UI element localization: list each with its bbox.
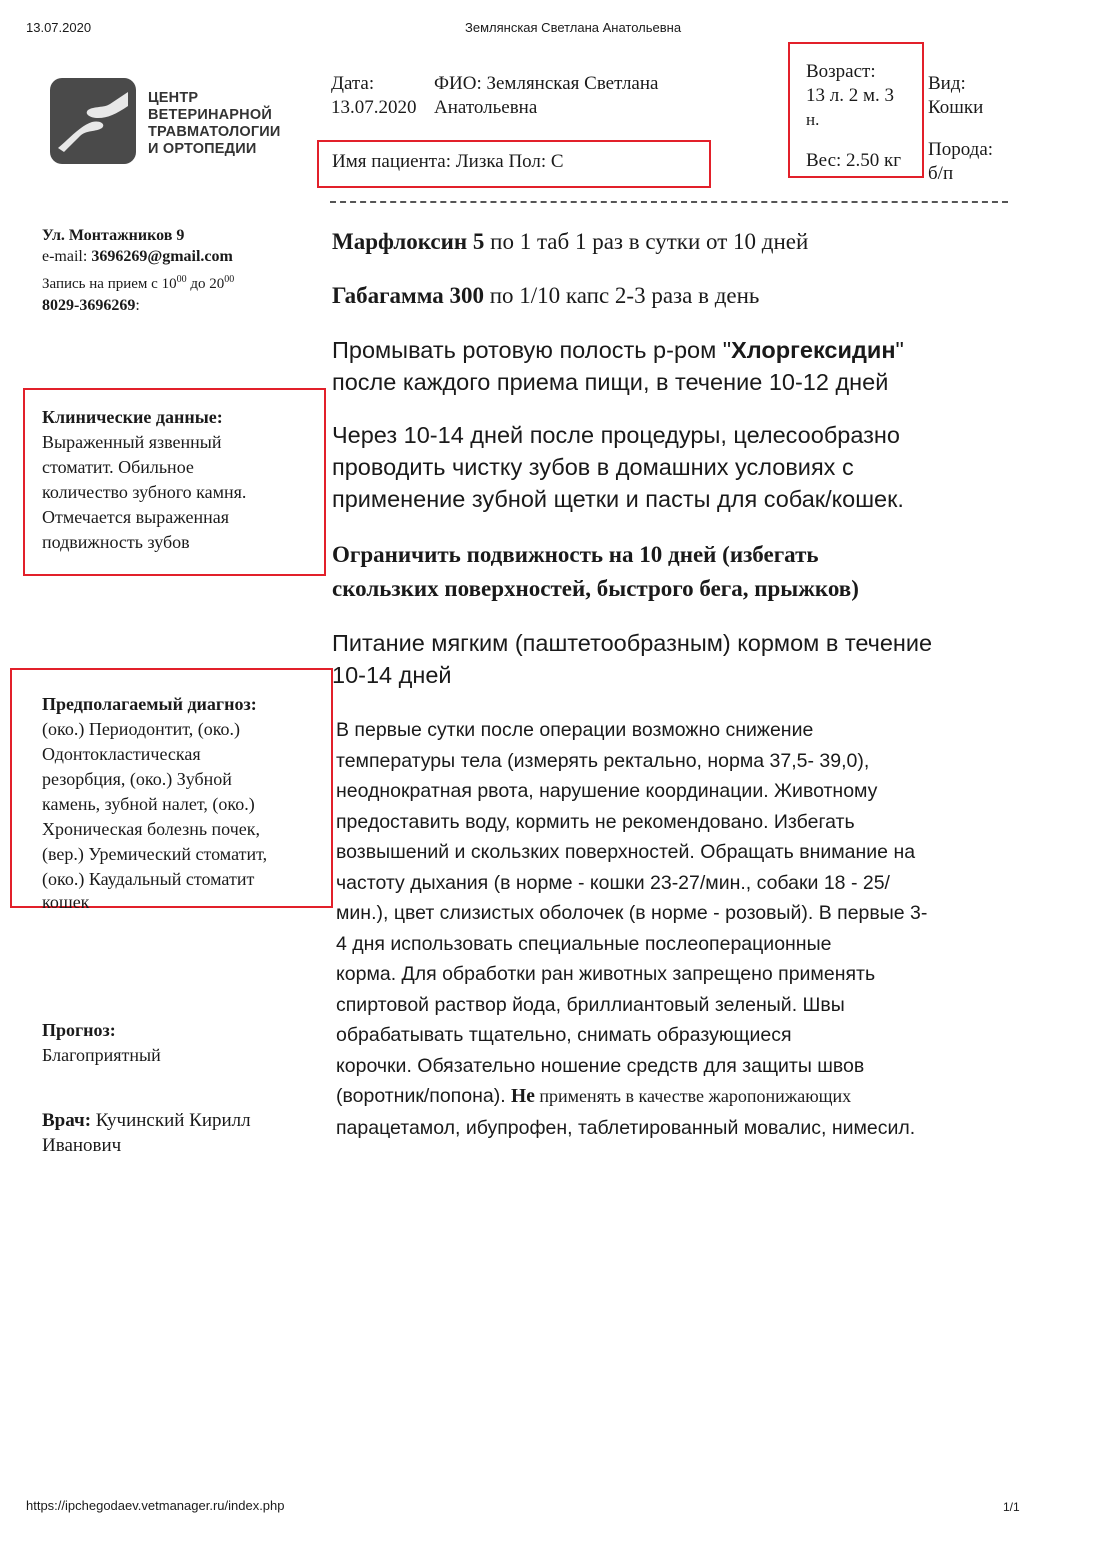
clinical-line: стоматит. Обильное — [42, 457, 194, 477]
hours-sup-1: 00 — [176, 274, 187, 285]
cleaning-line: проводить чистку зубов в домашних условиях с — [332, 454, 854, 480]
diagnosis-line: (око.) Каудальный стоматит — [42, 869, 255, 889]
postop-line: обрабатывать тщательно, снимать образующиеся — [336, 1024, 792, 1046]
clinical-line: количество зубного камня. — [42, 482, 247, 502]
date-label: Дата: — [331, 73, 375, 94]
rinse-drug: Хлоргексидин — [731, 337, 896, 363]
rx-cleaning — [332, 419, 904, 515]
postop-line: спиртовой раствор йода, бриллиантовый зеленый. Швы — [336, 993, 845, 1016]
diagnosis-line: Одонтокластическая — [42, 744, 201, 764]
logo-line: ЦЕНТР — [148, 90, 199, 106]
rinse-post: " — [895, 337, 904, 363]
hours-mid: до 20 — [186, 276, 225, 292]
date-value: 13.07.2020 — [331, 97, 417, 118]
cleaning-line: применение зубной щетки и пасты для собак/кошек. — [332, 486, 904, 512]
hours-prefix: Запись на прием с 10 — [42, 276, 177, 292]
postop-line: корочки. Обязательно ношение средств для защиты швов — [336, 1054, 865, 1077]
age-label: Возраст: — [806, 61, 876, 82]
postop-line: возвышений и скользких поверхностей. Обращать внимание на — [336, 841, 916, 863]
rx-marfloxin — [332, 226, 808, 257]
rx-limit-activity — [332, 538, 859, 606]
rx-feeding — [332, 627, 932, 691]
feeding-line: 10-14 дней — [332, 662, 452, 688]
footer-url: https://ipchegodaev.vetmanager.ru/index.php — [26, 1498, 285, 1513]
hours-sup-2: 00 — [224, 274, 235, 285]
postop-line: частоту дыхания (в норме - кошки 23-27/мин., собаки 18 - 25/ — [336, 871, 890, 894]
diagnosis-title: Предполагаемый диагноз: — [42, 694, 257, 714]
postop-l13-post: применять в качестве жаропонижающих — [534, 1086, 852, 1106]
rx-gabagamma — [332, 280, 759, 311]
rx-rinse-line-2: после каждого приема пищи, в течение 10-12 дней — [332, 369, 889, 395]
doctor-label: Врач: — [42, 1110, 92, 1131]
species-value: Кошки — [928, 97, 984, 118]
species-label: Вид: — [928, 73, 966, 94]
clinic-phone: 8029-3696269 — [42, 297, 136, 314]
rinse-pre: Промывать ротовую полость р-ром " — [332, 337, 732, 363]
postop-instructions — [336, 715, 927, 1143]
prognosis — [42, 1018, 161, 1068]
breed-label: Порода: — [928, 139, 994, 160]
clinical-title: Клинические данные: — [42, 407, 223, 427]
weight: Вес: 2.50 кг — [806, 150, 902, 171]
postop-line: В первые сутки после операции возможно снижение — [336, 719, 814, 741]
limit-line: Ограничить подвижность на 10 дней (избегать — [332, 542, 819, 567]
clinical-line: Отмечается выраженная — [42, 507, 229, 527]
rx-marfloxin-name: Марфлоксин 5 — [332, 229, 485, 254]
clinic-address: Ул. Монтажников 9 — [42, 227, 185, 244]
logo-line: ТРАВМАТОЛОГИИ — [148, 124, 281, 140]
postop-line: мин.), цвет слизистых оболочек (в норме - розовый). В первые 3- — [336, 902, 928, 924]
rx-rinse-line-1 — [332, 334, 904, 366]
postop-line: неоднократная рвота, нарушение координации. Животному — [336, 780, 878, 802]
age-value-1: 13 л. 2 м. 3 — [806, 85, 895, 106]
postop-line: корма. Для обработки ран животных запрещено применять — [336, 963, 876, 985]
header-divider — [330, 201, 1008, 203]
feeding-line: Питание мягким (паштетообразным) кормом в течение — [332, 630, 933, 656]
fio-line-1 — [434, 72, 658, 96]
phone-suffix: : — [135, 297, 140, 314]
doctor-line-2: Иванович — [42, 1135, 122, 1156]
doctor-line-1 — [42, 1108, 251, 1133]
clinic-contacts — [42, 225, 234, 316]
postop-line-13 — [336, 1081, 927, 1113]
prognosis-title: Прогноз: — [42, 1020, 116, 1040]
clinical-line: Выраженный язвенный — [42, 432, 222, 452]
postop-line: парацетамол, ибупрофен, таблетированный мовалис, нимесил. — [336, 1116, 916, 1139]
email-label: e-mail: — [42, 248, 92, 265]
print-date: 13.07.2020 — [26, 20, 92, 35]
fio-label: ФИО: — [434, 73, 482, 94]
limit-line: скользких поверхностей, быстрого бега, прыжков) — [332, 576, 859, 601]
age-value-2: н. — [806, 110, 820, 129]
rx-gabagamma-name: Габагамма 300 — [332, 283, 484, 308]
print-owner-name: Землянская Светлана Анатольевна — [465, 20, 682, 35]
patient-info: Имя пациента: Лизка Пол: С — [332, 151, 564, 172]
logo-line: И ОРТОПЕДИИ — [148, 141, 257, 157]
fio-line-2: Анатольевна — [434, 97, 538, 118]
postop-line: 4 дня использовать специальные послеоперационные — [336, 932, 832, 955]
fio-name: Землянская Светлана — [486, 73, 659, 94]
clinic-logo-text — [148, 90, 281, 158]
diagnosis — [42, 692, 267, 912]
logo-line: ВЕТЕРИНАРНОЙ — [148, 107, 272, 123]
doctor — [42, 1108, 251, 1158]
clinic-logo-icon — [50, 78, 136, 164]
diagnosis-line: кошек — [42, 892, 90, 912]
footer-page-number: 1/1 — [1003, 1500, 1020, 1514]
clinical-line: подвижность зубов — [42, 532, 190, 552]
postop-line: предоставить воду, кормить не рекомендовано. Избегать — [336, 810, 855, 833]
diagnosis-line: Хроническая болезнь почек, — [42, 819, 261, 839]
diagnosis-line: камень, зубной налет, (око.) — [42, 794, 255, 814]
breed-value: б/п — [928, 163, 954, 184]
postop-l13-pre: (воротник/попона). — [336, 1085, 512, 1107]
clinical-data — [42, 405, 246, 555]
postop-l13-bold: Не — [511, 1086, 535, 1107]
clinic-email: 3696269@gmail.com — [91, 248, 233, 265]
postop-line: температуры тела (измерять ректально, норма 37,5- 39,0), — [336, 749, 870, 772]
rx-marfloxin-dose: по 1 таб 1 раз в сутки от 10 дней — [484, 229, 809, 254]
doctor-name: Кучинский Кирилл — [91, 1110, 251, 1131]
diagnosis-line: резорбция, (око.) Зубной — [42, 769, 232, 789]
clinic-hours — [42, 269, 234, 295]
prognosis-value: Благоприятный — [42, 1045, 161, 1065]
cleaning-line: Через 10-14 дней после процедуры, целесообразно — [332, 422, 900, 448]
diagnosis-line: (вер.) Уремический стоматит, — [42, 844, 268, 864]
rx-rinse — [332, 334, 904, 398]
clinic-email-row — [42, 246, 234, 267]
clinic-phone-row — [42, 295, 234, 316]
diagnosis-line: (око.) Периодонтит, (око.) — [42, 719, 241, 739]
rx-gabagamma-dose: по 1/10 капс 2-3 раза в день — [483, 283, 760, 308]
